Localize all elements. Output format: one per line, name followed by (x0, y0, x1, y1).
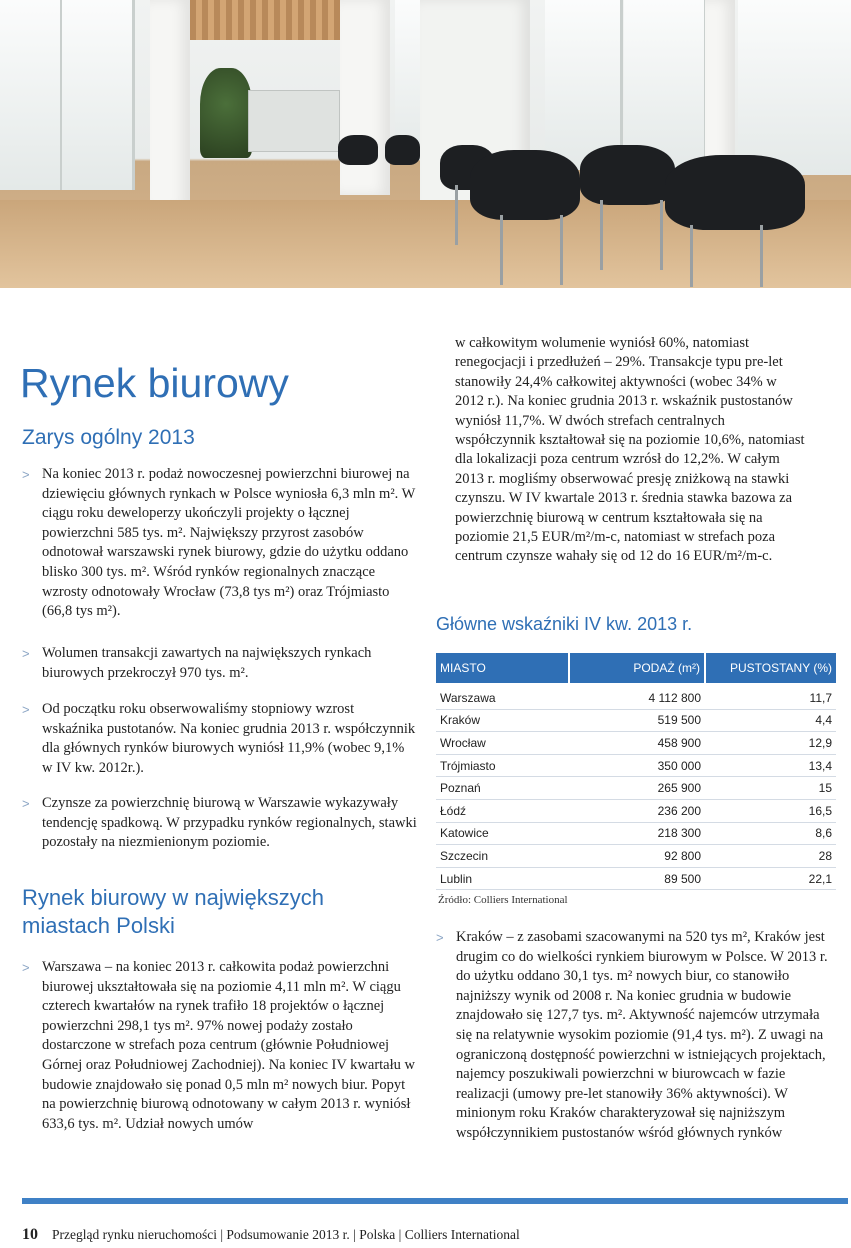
bullet-marker-icon: > (22, 796, 30, 811)
supply-cell: 89 500 (569, 867, 705, 890)
page-footer (22, 1226, 520, 1244)
overview-bullet (22, 644, 418, 683)
column-header-supply: PODAŻ (m²) (569, 653, 705, 683)
overview-bullet (22, 700, 418, 778)
vacancy-cell: 22,1 (705, 867, 836, 890)
supply-cell: 236 200 (569, 799, 705, 822)
table-row (436, 799, 836, 822)
table-row (436, 867, 836, 890)
column-header-city: MIASTO (436, 653, 569, 683)
bullet-marker-icon: > (22, 646, 30, 661)
vacancy-cell: 8,6 (705, 822, 836, 845)
page-subtitle: Zarys ogólny 2013 (22, 426, 195, 449)
table-row (436, 709, 836, 732)
city-cell: Szczecin (436, 845, 569, 868)
bullet-text: Na koniec 2013 r. podaż nowoczesnej powierzchni biurowej na dziewięciu głównych rynkach w Polsce wyniosła 6,3 mln m². W ciągu roku deweloperzy ukończyli projekty o łącznej powierzchni 585 tys. m². Największy przyrost zasobów odnotował warszawski rynek biurowy, gdzie do użytku oddano blisko 300 tys. m². Wśród rynków regionalnych znaczące wzrosty odnotowały Wrocław (73,8 tys m²) oraz Trójmiasto (66,8 tys m²). (42, 466, 416, 620)
table-source: Źródło: Colliers International (438, 894, 568, 906)
bullet-marker-icon: > (436, 930, 444, 945)
page-title: Rynek biurowy (20, 360, 289, 406)
page-number: 10 (22, 1226, 38, 1243)
city-cell: Poznań (436, 777, 569, 800)
vacancy-cell: 12,9 (705, 732, 836, 755)
supply-cell: 92 800 (569, 845, 705, 868)
supply-cell: 4 112 800 (569, 683, 705, 709)
vacancy-cell: 28 (705, 845, 836, 868)
vacancy-cell: 15 (705, 777, 836, 800)
supply-cell: 458 900 (569, 732, 705, 755)
supply-cell: 265 900 (569, 777, 705, 800)
bullet-marker-icon: > (22, 702, 30, 717)
vacancy-cell: 13,4 (705, 754, 836, 777)
column-header-vacancy: PUSTOSTANY (%) (705, 653, 836, 683)
city-cell: Łódź (436, 799, 569, 822)
table-row (436, 777, 836, 800)
overview-bullet (22, 465, 418, 622)
warsaw-continued-paragraph: w całkowitym wolumenie wyniósł 60%, natomiast renegocjacji i przedłużeń – 29%. Transakcje typu pre-let stanowiły 24,4% całkowitej aktywności (wobec 34% w 2012 r.). Na koniec grudnia 2013 r. wskaźnik pustostanów wyniósł 11,7%. W dwóch strefach centralnych współczynnik kształtował się na poziomie 10,6%, natomiast dla lokalizacji poza centrum wzrósł do 12,2%. W całym 2013 r. mogliśmy obserwować presję zniżkową na stawki czynszu. W IV kwartale 2013 r. średnia stawka bazowa za powierzchnię biurową w centrum kształtowała się na poziomie 21,5 EUR/m²/m-c, natomiast w strefach poza centrum czynsze wahały się od 12 do 16 EUR/m²/m-c. (455, 335, 805, 565)
table-header-row (436, 653, 836, 683)
bullet-marker-icon: > (22, 960, 30, 975)
footer-rule (22, 1198, 848, 1204)
table-title: Główne wskaźniki IV kw. 2013 r. (436, 614, 693, 634)
city-cell: Lublin (436, 867, 569, 890)
table-row (436, 683, 836, 709)
table-row (436, 822, 836, 845)
bullet-text: Czynsze za powierzchnię biurową w Warszawie wykazywały tendencję spadkową. W przypadku rynków regionalnych, stawki pozostały na niezmienionym poziomie. (42, 795, 417, 851)
city-cell: Katowice (436, 822, 569, 845)
overview-bullet (22, 794, 418, 853)
footer-text: Przegląd rynku nieruchomości | Podsumowanie 2013 r. | Polska | Colliers International (52, 1227, 520, 1242)
city-cell: Kraków (436, 709, 569, 732)
table-row (436, 845, 836, 868)
warsaw-bullet (22, 958, 418, 1134)
supply-cell: 350 000 (569, 754, 705, 777)
vacancy-cell: 11,7 (705, 683, 836, 709)
section-title: Rynek biurowy w największych miastach Polski (22, 885, 324, 938)
vacancy-cell: 4,4 (705, 709, 836, 732)
city-cell: Trójmiasto (436, 754, 569, 777)
hero-photo (0, 0, 851, 288)
vacancy-cell: 16,5 (705, 799, 836, 822)
bullet-marker-icon: > (22, 467, 30, 482)
krakow-bullet (436, 928, 836, 1144)
bullet-text: Od początku roku obserwowaliśmy stopniowy wzrost wskaźnika pustotanów. Na koniec grudnia 2013 r. współczynnik dla głównych rynków biurowych wyniósł 11,9% (wobec 9,1% w IV kw. 2012r.). (42, 701, 416, 776)
supply-cell: 519 500 (569, 709, 705, 732)
supply-cell: 218 300 (569, 822, 705, 845)
indicators-table (436, 653, 836, 890)
city-cell: Wrocław (436, 732, 569, 755)
table-row (436, 732, 836, 755)
bullet-text: Kraków – z zasobami szacowanymi na 520 tys m², Kraków jest drugim co do wielkości rynkiem biurowym w Polsce. W 2013 r. do użytku oddano 30,1 tys. m² nowych biur, co stanowiło najniższy wynik od 2008 r. Na koniec grudnia w budowie znajdowało się 127,7 tys. m². Aktywność najemców utrzymała się na relatywnie wysokim poziomie (91,4 tys. m²). Z uwagi na ograniczoną dostępność powierzchni w istniejących projektach, najemcy poszukiwali powierzchni w biurowcach w fazie realizacji (umowy pre-let stanowiły 36% aktywności). W minionym roku Kraków charakteryzował się najniższym współczynnikiem pustostanów wśród głównych rynków (456, 929, 828, 1141)
table-row (436, 754, 836, 777)
bullet-text: Wolumen transakcji zawartych na największych rynkach biurowych przekroczył 970 tys. m². (42, 645, 372, 681)
bullet-text: Warszawa – na koniec 2013 r. całkowita podaż powierzchni biurowej ukształtowała się na poziomie 4,11 mln m². W ciągu czterech kwartałów na rynek trafiło 18 projektów o łącznej powierzchni 298,1 tys m². 97% nowej podaży zostało dostarczone w strefach poza centrum (głównie Południowej Górnej oraz Południowej Zachodniej). Na koniec IV kwartału w budowie znajdowało się ponad 0,5 mln m² nowych biur. Popyt na powierzchnię biurową odnotowany w całym 2013 r. wyniósł 633,6 tys. m². Udział nowych umów (42, 959, 415, 1132)
city-cell: Warszawa (436, 683, 569, 709)
